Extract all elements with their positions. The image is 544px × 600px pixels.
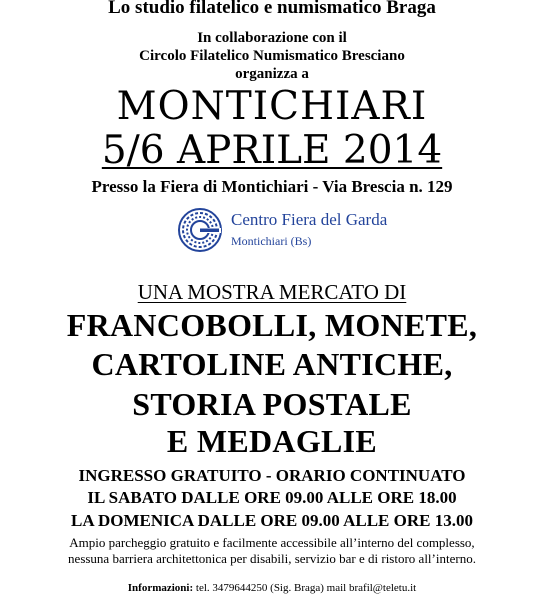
exhibition-subtitle: UNA MOSTRA MERCATO DI [137, 280, 407, 304]
logo-location: Montichiari (Bs) [231, 234, 312, 248]
event-venue: Presso la Fiera di Montichiari - Via Brescia n. 129 [91, 177, 453, 196]
contact-line [0, 582, 544, 594]
collaboration-line: In collaborazione con il [197, 30, 347, 46]
organizes-line: organizza a [235, 66, 309, 82]
headline-line-4: E MEDAGLIE [166, 423, 378, 459]
organizer-line: Lo studio filatelico e numismatico Braga [108, 0, 436, 18]
parking-info: Ampio parcheggio gratuito e facilmente accessibile all’interno del complesso, [69, 535, 475, 550]
accessibility-info: nessuna barriera architettonica per disabili, servizio bar e di ristoro all’interno. [68, 551, 476, 566]
venue-logo [177, 207, 417, 253]
event-dates [0, 128, 544, 173]
entry-info: INGRESSO GRATUITO - ORARIO CONTINUATO [78, 466, 466, 485]
partner-line: Circolo Filatelico Numismatico Bresciano [139, 48, 405, 64]
saturday-hours: IL SABATO DALLE ORE 09.00 ALLE ORE 18.00 [87, 488, 457, 507]
event-city: MONTICHIARI [116, 84, 428, 129]
headline-line-2: CARTOLINE ANTICHE, [91, 346, 453, 382]
sunday-hours: LA DOMENICA DALLE ORE 09.00 ALLE ORE 13.00 [71, 511, 473, 530]
headline-line-1: FRANCOBOLLI, MONETE, [66, 307, 478, 343]
contact-email[interactable]: brafil@teletu.it [348, 582, 417, 594]
contact-phone: tel. 3479644250 (Sig. Braga) [195, 582, 324, 594]
event-dates-text: 5/6 APRILE 2014 [101, 128, 443, 173]
fair-logo-icon [177, 207, 223, 253]
logo-name: Centro Fiera del Garda [231, 210, 388, 229]
contact-label: Informazioni: [127, 582, 194, 594]
contact-mail-label: mail [326, 582, 347, 594]
headline-line-3: STORIA POSTALE [132, 386, 412, 422]
